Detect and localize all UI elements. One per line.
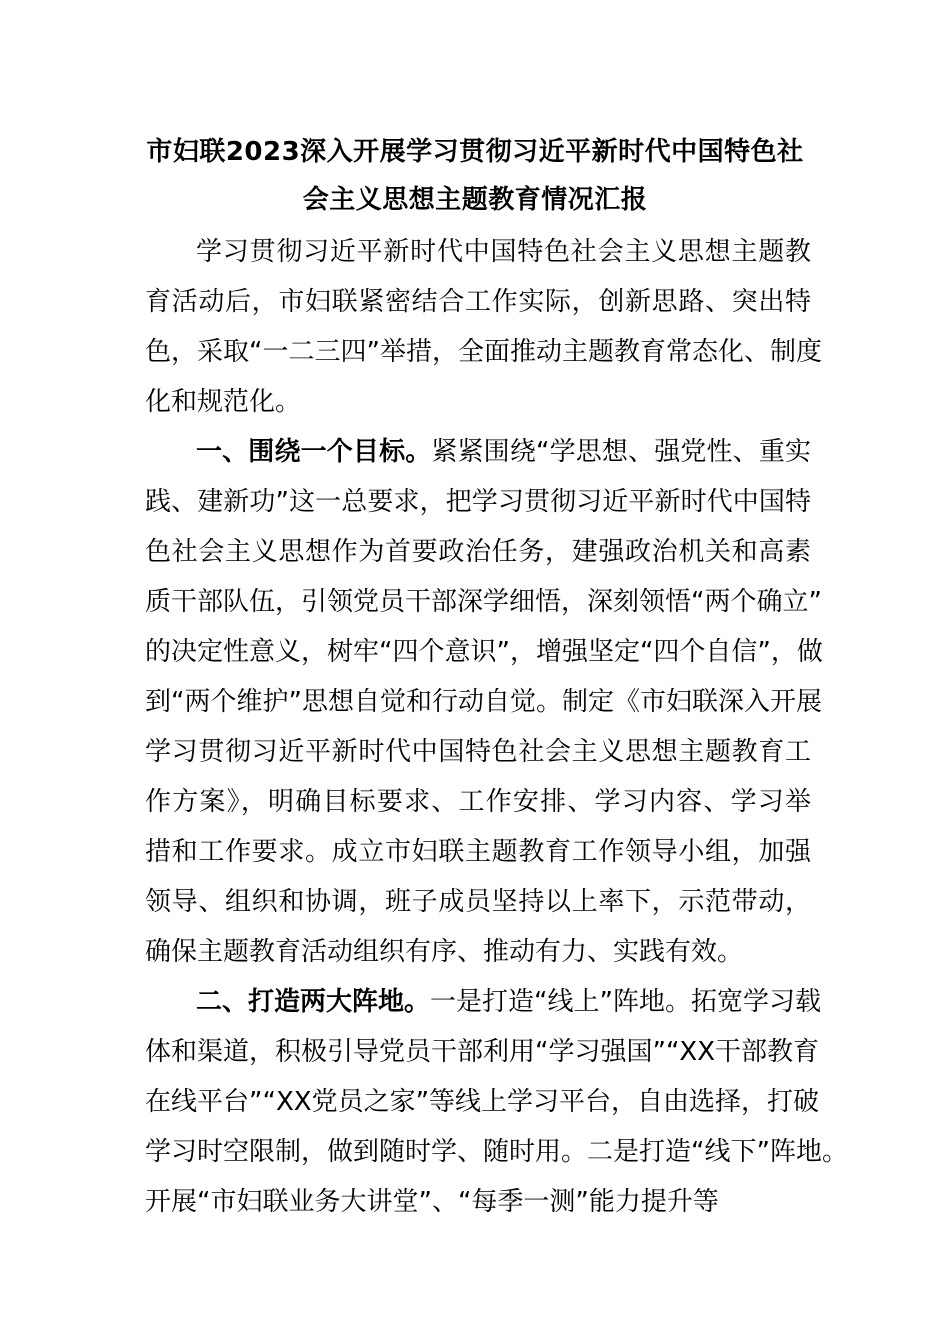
section-1-first-line-text: 紧紧围绕“学思想、强党性、重实 (431, 437, 811, 467)
section-2-first-line (196, 987, 821, 1017)
section-1-line: 领导、组织和协调，班子成员坚持以上率下，示范带动， (145, 887, 811, 917)
section-1-line: 确保主题教育活动组织有序、推动有力、实践有效。 (145, 937, 744, 967)
document-title-line-1: 市妇联2023深入开展学习贯彻习近平新时代中国特色社 (146, 137, 804, 167)
section-1-line: 践、建新功”这一总要求，把学习贯彻习近平新时代中国特 (145, 487, 811, 517)
section-1-line: 作方案》，明确目标要求、工作安排、学习内容、学习举 (145, 787, 811, 817)
paragraph-1-line-4: 化和规范化。 (145, 387, 302, 417)
document-title-line-2: 会主义思想主题教育情况汇报 (302, 185, 648, 215)
paragraph-1-line-2: 育活动后，市妇联紧密结合工作实际，创新思路、突出特 (145, 287, 811, 317)
section-1-line: 到“两个维护”思想自觉和行动自觉。制定《市妇联深入开展 (145, 687, 822, 717)
section-2-line: 开展“市妇联业务大讲堂”、“每季一测”能力提升等 (145, 1187, 719, 1217)
paragraph-1-line-1: 学习贯彻习近平新时代中国特色社会主义思想主题教 (196, 237, 811, 267)
section-2-line: 在线平台”“XX党员之家”等线上学习平台，自由选择，打破 (145, 1087, 820, 1117)
section-2-line: 体和渠道，积极引导党员干部利用“学习强国”“XX干部教育 (145, 1037, 820, 1067)
section-1-first-line (196, 437, 811, 467)
section-1-line: 的决定性意义，树牢“四个意识”，增强坚定“四个自信”，做 (145, 637, 823, 667)
paragraph-1-line-3: 色，采取“一二三四”举措，全面推动主题教育常态化、制度 (145, 337, 822, 367)
section-1-line: 措和工作要求。成立市妇联主题教育工作领导小组，加强 (145, 837, 811, 867)
section-2-first-line-text: 一是打造“线上”阵地。拓宽学习载 (430, 987, 821, 1017)
section-1-line: 学习贯彻习近平新时代中国特色社会主义思想主题教育工 (145, 737, 811, 767)
section-2-line: 学习时空限制，做到随时学、随时用。二是打造“线下”阵地。 (145, 1137, 848, 1167)
section-1-line: 色社会主义思想作为首要政治任务，建强政治机关和高素 (145, 537, 811, 567)
section-1-line: 质干部队伍，引领党员干部深学细悟，深刻领悟“两个确立” (145, 587, 822, 617)
section-1-heading: 一、围绕一个目标。 (196, 437, 432, 467)
section-2-heading: 二、打造两大阵地。 (196, 987, 431, 1017)
